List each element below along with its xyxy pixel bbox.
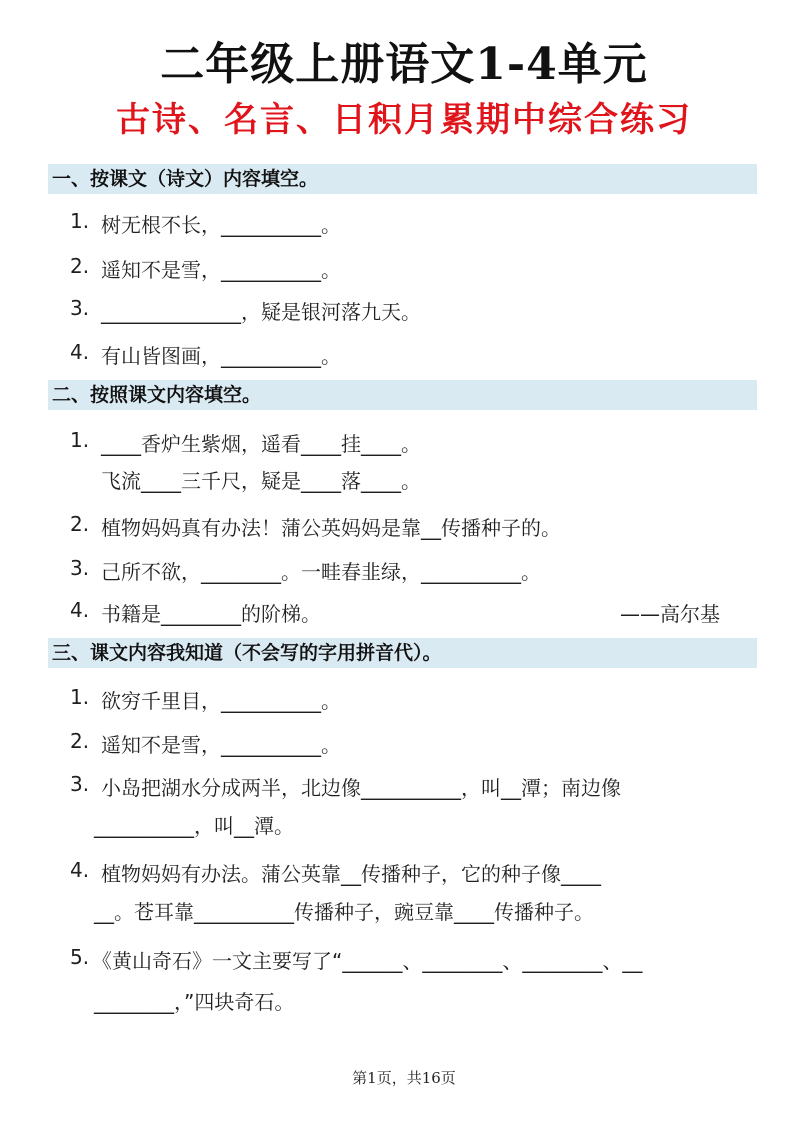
item-text: 己所不欲，________。一畦春韭绿，__________。 [101,560,541,584]
item-text: 小岛把湖水分成两半，北边像__________，叫__潭；南边像 [101,776,621,800]
item-text: 欲穷千里目，__________。 [101,689,341,713]
attribution: ——高尔基 [620,602,720,626]
page-title: 二年级上册语文1-4单元 [160,39,648,90]
item-number: 2. [70,254,90,278]
item-text: 《黄山奇石》一文主要写了“______、________、________、__ [92,949,643,973]
item-number: 4. [70,858,90,882]
item-number: 4. [70,598,90,622]
item-text: 植物妈妈有办法。蒲公英靠__传播种子，它的种子像____ [101,862,601,886]
item-number: 1. [70,209,90,233]
item-text: 书籍是________的阶梯。 [101,602,321,626]
item-text: ____香炉生紫烟，遥看____挂____。 [101,432,421,456]
page-subtitle: 古诗、名言、日积月累期中综合练习 [116,100,692,140]
item-text: 遥知不是雪，__________。 [101,258,341,282]
item-number: 3. [70,772,90,796]
item-number: 1. [70,428,90,452]
section-heading-3: 三、课文内容我知道（不会写的字用拼音代）。 [48,638,757,668]
item-number: 2. [70,512,90,536]
item-number: 1. [70,685,90,709]
item-text: 植物妈妈真有办法！蒲公英妈妈是靠__传播种子的。 [101,516,561,540]
item-text: 有山皆图画，__________。 [101,344,341,368]
item-number: 3. [70,556,90,580]
item-text: ______________，疑是银河落九天。 [101,300,421,324]
item-number: 2. [70,729,90,753]
item-text-continued: 飞流____三千尺，疑是____落____。 [101,469,421,493]
item-text: 遥知不是雪，__________。 [101,733,341,757]
page-footer: 第1页，共16页 [352,1069,456,1087]
item-number: 4. [70,340,90,364]
item-number: 5. [70,945,90,969]
item-text-continued: ________，”四块奇石。 [94,990,295,1014]
item-text: 树无根不长，__________。 [101,213,341,237]
item-text-continued: __。苍耳靠__________传播种子，豌豆靠____传播种子。 [94,900,594,924]
item-text-continued: __________，叫__潭。 [94,814,294,838]
section-heading-1: 一、按课文（诗文）内容填空。 [48,164,757,194]
section-heading-2: 二、按照课文内容填空。 [48,380,757,410]
item-number: 3. [70,296,90,320]
